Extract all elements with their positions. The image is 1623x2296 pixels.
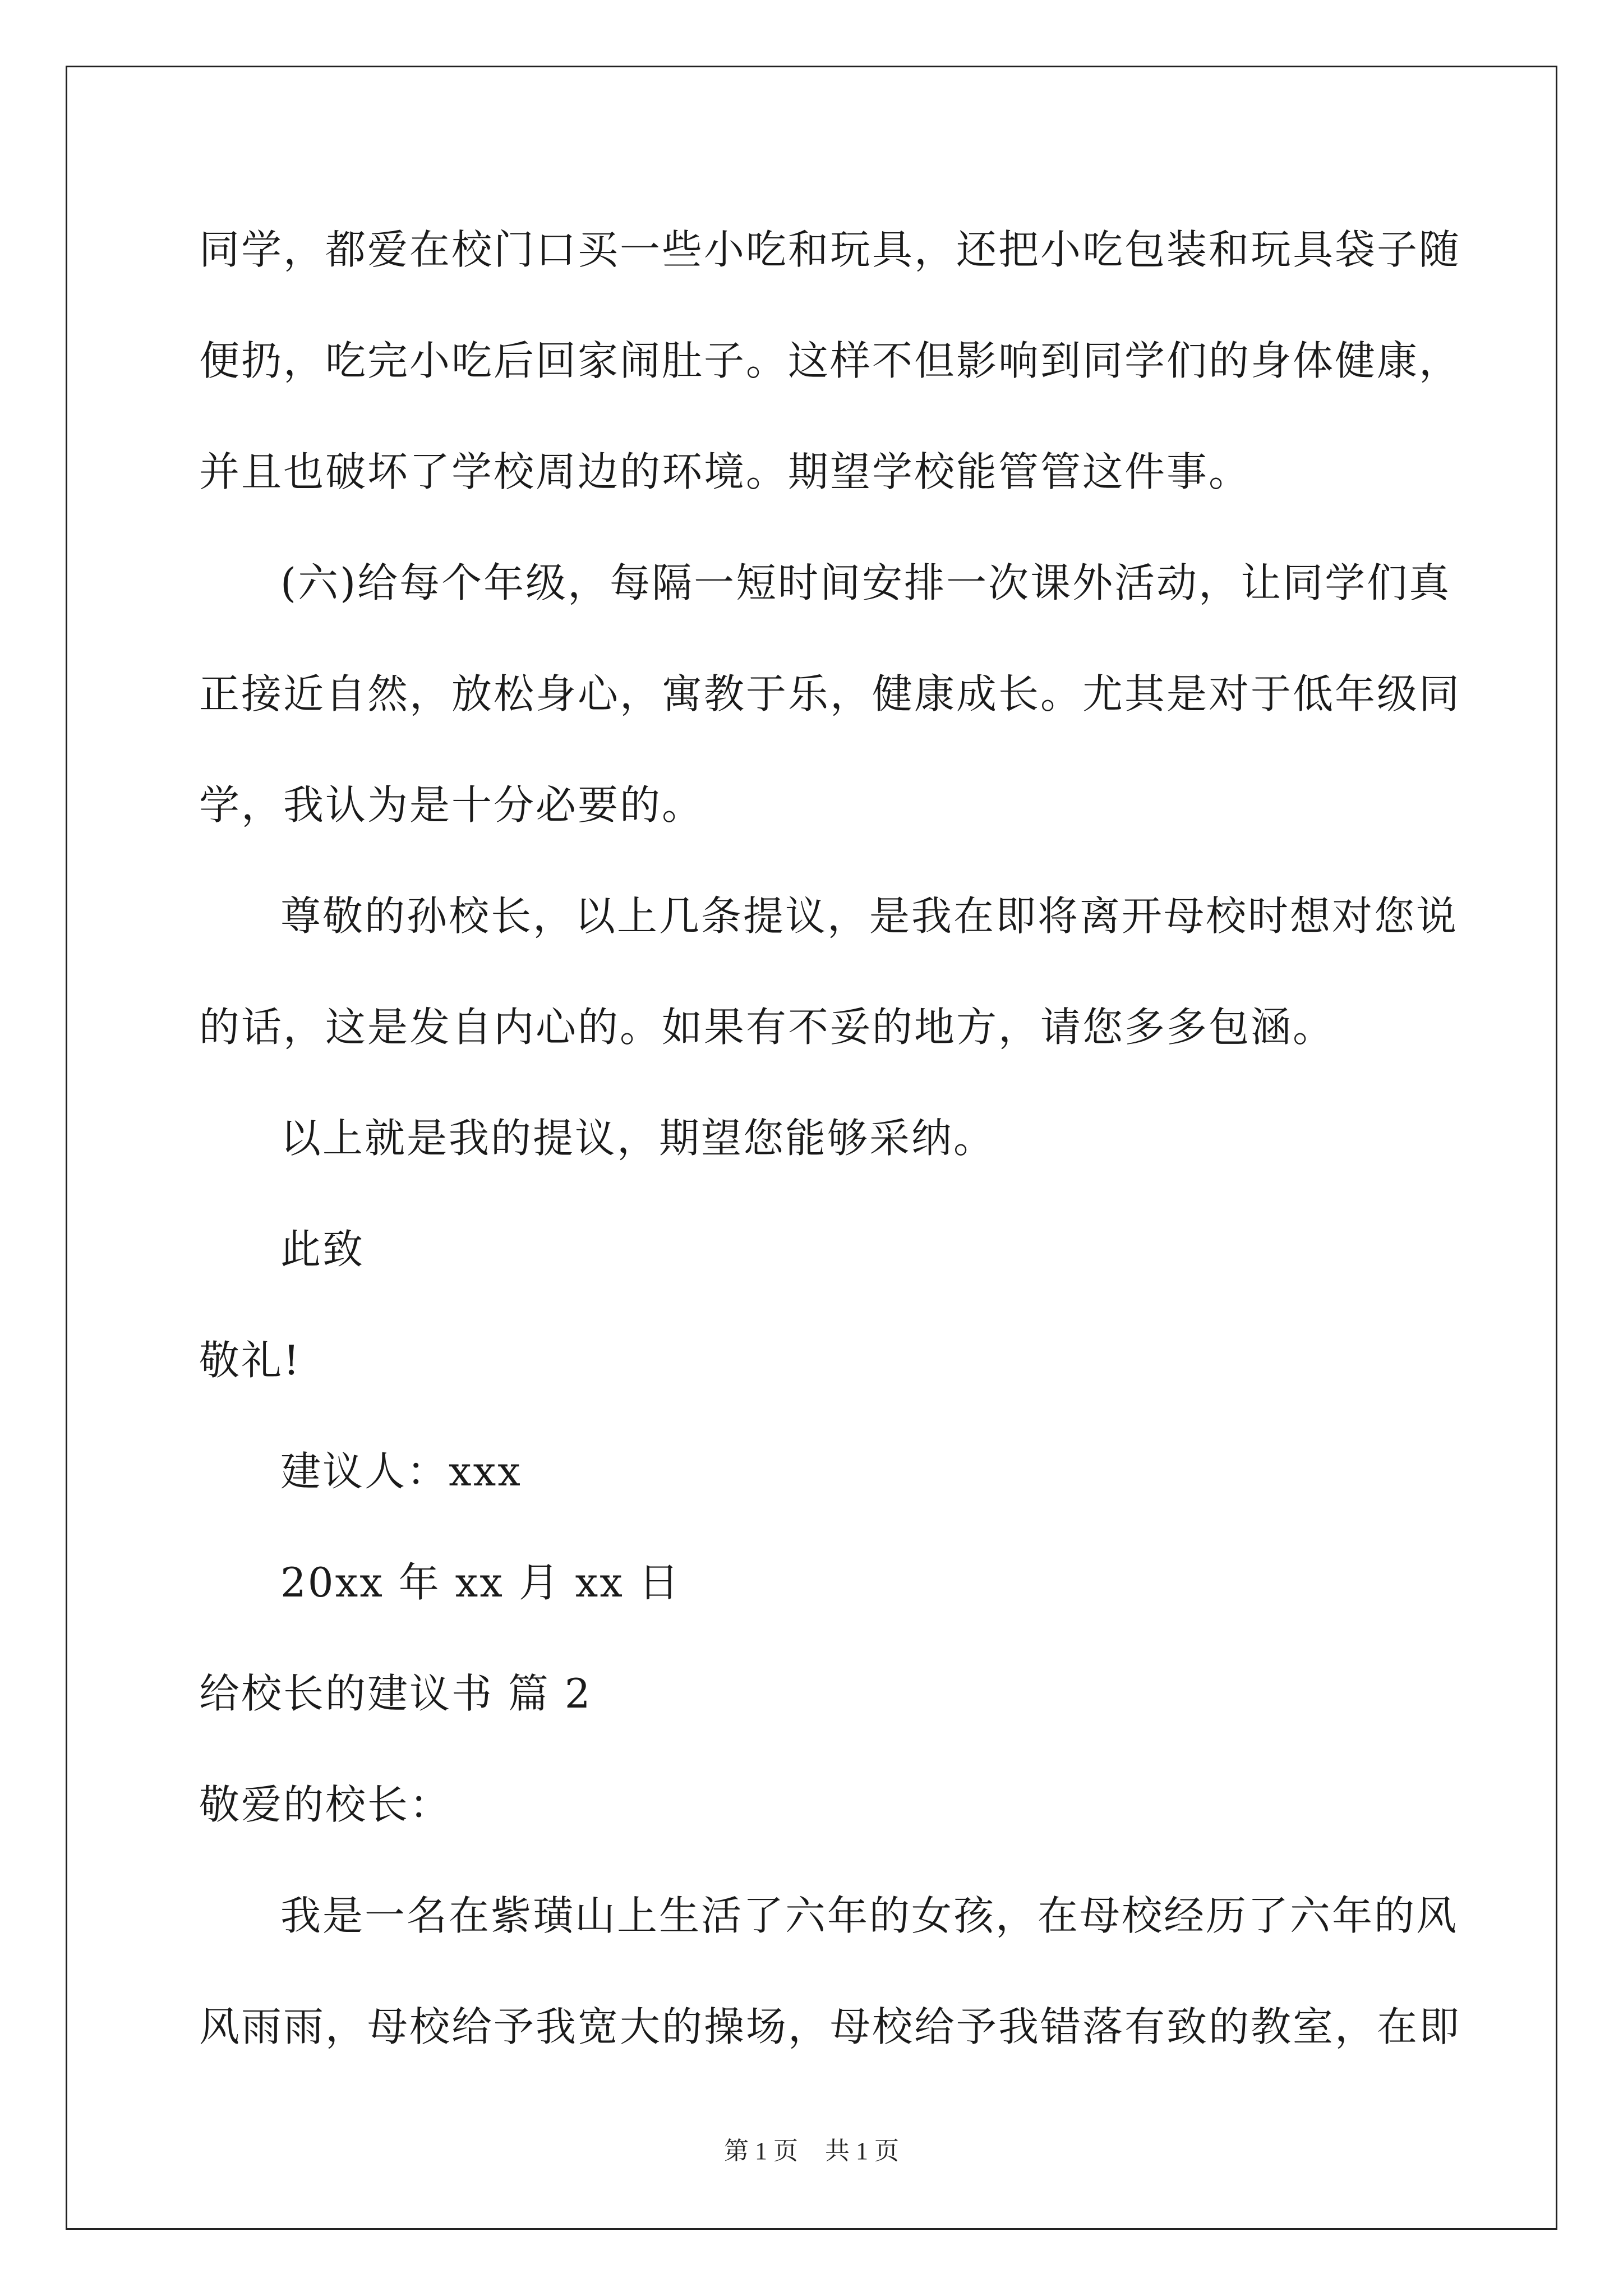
salutation-line: 敬礼!: [199, 1337, 301, 1384]
body-line: 风雨雨，母校给予我宽大的操场，母校给予我错落有致的教室，在即: [199, 2003, 1461, 2050]
document-body: [199, 216, 1461, 2104]
body-line: 便扔，吃完小吃后回家闹肚子。这样不但影响到同学们的身体健康，: [199, 337, 1461, 384]
paragraph-line: (六)给每个年级，每隔一短时间安排一次课外活动，让同学们真: [280, 559, 1451, 606]
date-line: 20xx 年 xx 月 xx 日: [280, 1559, 681, 1606]
greeting-line: 敬爱的校长：: [199, 1781, 452, 1828]
body-line: 学，我认为是十分必要的。: [199, 781, 704, 829]
body-line: 同学，都爱在校门口买一些小吃和玩具，还把小吃包装和玩具袋子随: [199, 226, 1461, 273]
body-line: 正接近自然，放松身心，寓教于乐，健康成长。尤其是对于低年级同: [199, 670, 1461, 717]
body-line: 的话，这是发自内心的。如果有不妥的地方，请您多多包涵。: [199, 1004, 1335, 1051]
body-line: 并且也破坏了学校周边的环境。期望学校能管管这件事。: [199, 448, 1251, 495]
closing-line: 此致: [280, 1226, 365, 1273]
paragraph-line: 以上就是我的提议，期望您能够采纳。: [280, 1115, 996, 1162]
page-footer: [0, 2131, 1623, 2166]
page-total: 共 1 页: [825, 2137, 899, 2165]
paragraph-line: 尊敬的孙校长，以上几条提议，是我在即将离开母校时想对您说: [280, 892, 1459, 940]
paragraph-line: 我是一名在紫璜山上生活了六年的女孩，在母校经历了六年的风: [280, 1892, 1459, 1939]
section-heading: 给校长的建议书 篇 2: [199, 1670, 592, 1717]
signature-line: 建议人：xxx: [280, 1448, 522, 1495]
page-number: 第 1 页: [724, 2137, 798, 2165]
